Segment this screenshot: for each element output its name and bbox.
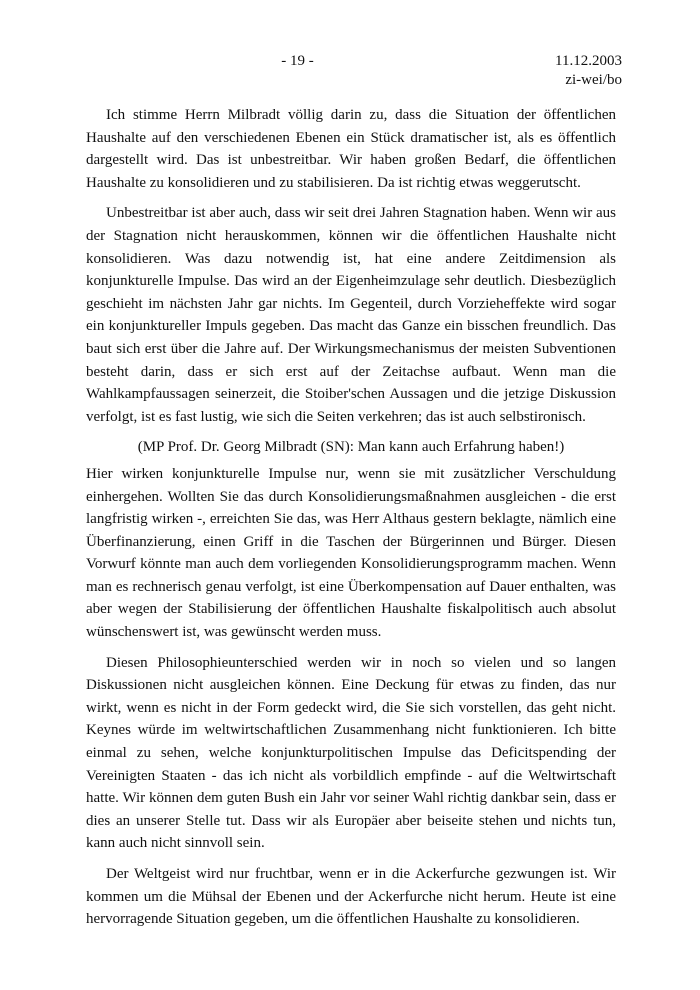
page-number: - 19 - <box>281 53 314 69</box>
body-text <box>86 104 616 939</box>
header-date: 11.12.2003 <box>555 53 622 69</box>
paragraph-5: Der Weltgeist wird nur fruchtbar, wenn er in die Ackerfurche gezwungen ist. Wir kommen um die Mühsal der Ebenen und der Ackerfurche nicht herum. Heute ist eine hervorragende Situation gegeben, um die öffentlichen Haushalte zu konsolidieren. <box>86 866 616 928</box>
interjection: (MP Prof. Dr. Georg Milbradt (SN): Man kann auch Erfahrung haben!) <box>137 439 565 456</box>
paragraph-4: Diesen Philosophieunterschied werden wir in noch so vielen und so langen Diskussionen nicht ausgleichen können. Eine Deckung für etwas zu finden, das nur wirkt, wenn es nicht in der Form gedeckt wird, die Sie sich vorstellen, das geht nicht. Keynes würde im weltwirtschaftlichen Zusammenhang nicht funktionieren. Ich bitte einmal zu sehen, welche konjunkturpolitischen Impulse das Deficitspending der Vereinigten Staaten - das ich nicht als vorbildlich empfinde - auf die Weltwirtschaft hatte. Wir können dem guten Bush ein Jahr vor seiner Wahl richtig dankbar sein, dass er dies an unserer Stelle tut. Dass wir als Europäer aber beiseite stehen und nichts tun, kann auch nicht sinnvoll sein. <box>86 654 616 852</box>
paragraph-3: Hier wirken konjunkturelle Impulse nur, wenn sie mit zusätzlicher Verschuldung einhergehen. Wollten Sie das durch Konsolidierungsmaßnahmen ausgleichen - die erst langfristig wirken -, erreichten Sie das, was Herr Althaus gestern beklagte, nämlich eine Überfinanzierung, einen Griff in die Taschen der Bürgerinnen und Bürger. Diesen Vorwurf könnte man auch dem vorliegenden Konsolidierungsprogramm machen. Wenn man es rechnerisch genau verfolgt, ist eine Überkompensation auf Dauer enthalten, was aber wegen der Stabilisierung der öffentlichen Haushalte fiskalpolitisch auch absolut wünschenswert ist, was gewünscht werden muss. <box>86 465 616 641</box>
header-code: zi-wei/bo <box>565 72 622 88</box>
header-meta <box>555 52 622 90</box>
paragraph-1: Ich stimme Herrn Milbradt völlig darin zu, dass die Situation der öffentlichen Haushalte auf den verschiedenen Ebenen ein Stück dramatischer ist, als es öffentlich dargestellt wird. Das ist unbestreitbar. Wir haben großen Bedarf, die öffentlichen Haushalte zu konsolidieren und zu stabilisieren. Da ist richtig etwas weggerutscht. <box>86 107 616 191</box>
paragraph-2: Unbestreitbar ist aber auch, dass wir seit drei Jahren Stagnation haben. Wenn wir aus der Stagnation nicht herauskommen, können wir die öffentlichen Haushalte nicht konsolidieren. Was dazu notwendig ist, hat eine andere Zeitdimension als konjunkturelle Impulse. Das wird an der Eigenheimzulage sehr deutlich. Diesbezüglich geschieht im nächsten Jahr gar nichts. Im Gegenteil, durch Vorzieheffekte wird sogar ein konjunktureller Impuls gegeben. Das macht das Ganze ein bisschen freundlich. Das baut sich erst über die Jahre auf. Der Wirkungsmechanismus der meisten Subventionen besteht darin, dass er sich erst auf der Zeitachse aufbaut. Wenn man die Wahlkampfaussagen seinerzeit, die Stoiber'schen Aussagen und die jetzige Diskussion verfolgt, ist es fast lustig, wie sich die Seiten verkehren; das ist auch selbstironisch. <box>86 205 616 425</box>
